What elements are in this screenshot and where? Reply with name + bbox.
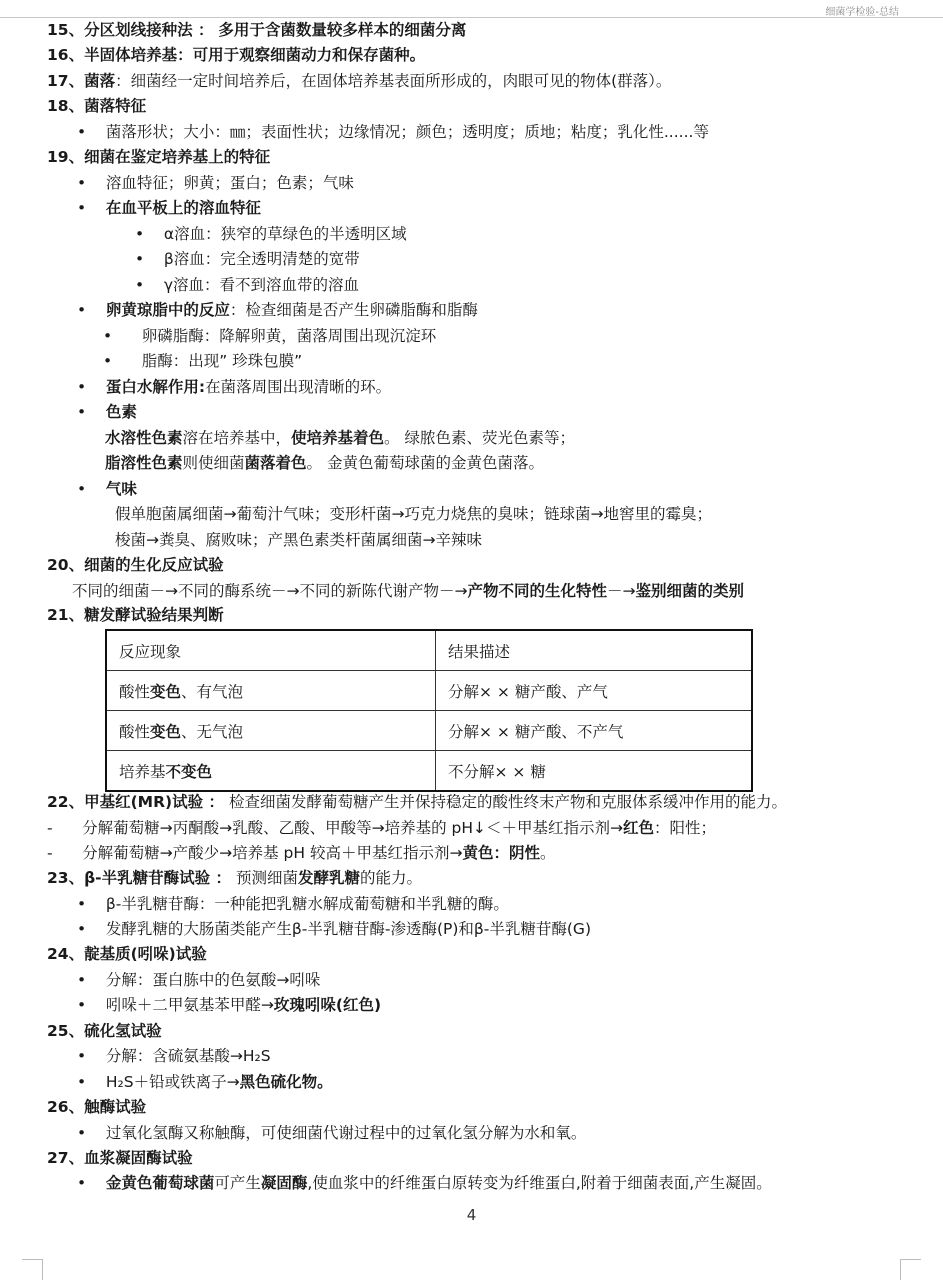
item-title: 菌落	[84, 72, 116, 90]
text: ：阳性；	[654, 819, 717, 837]
text: 不同的细菌－→不同的酶系统－→不同的新陈代谢产物－→	[72, 582, 468, 600]
item-22	[47, 791, 787, 813]
list-item	[135, 274, 359, 296]
list-item	[135, 248, 360, 270]
list-item	[77, 172, 354, 194]
item-title: 硫化氢试验	[84, 1022, 162, 1040]
item-title: 金黄色葡萄球菌	[105, 1174, 215, 1192]
table-header-row	[106, 630, 752, 671]
item-text: 分解：含硫氨基酸→H₂S	[105, 1047, 271, 1065]
text: 的能力。	[359, 869, 422, 887]
table-cell	[106, 671, 436, 711]
text-bold: 脂溶性色素	[105, 454, 183, 472]
bullet: •	[77, 920, 87, 938]
table-row	[106, 751, 752, 792]
text-bold: 黄色：阴性	[462, 844, 540, 862]
text: 溶在培养基中，	[182, 429, 292, 447]
list-item	[77, 969, 320, 991]
table-cell: 分解× × 糖产酸、不产气	[436, 711, 753, 751]
item-number: 18、	[47, 97, 85, 115]
item-number: 19、	[47, 148, 85, 166]
bullet: •	[77, 1047, 87, 1065]
item-number: 25、	[47, 1022, 85, 1040]
item-23	[47, 867, 422, 889]
item-20	[47, 554, 224, 576]
text-bold: 水溶性色素	[105, 429, 183, 447]
item-number: 27、	[47, 1149, 85, 1167]
bullet: •	[135, 276, 145, 294]
item-16	[47, 44, 425, 66]
list-item	[77, 918, 591, 940]
text-bold: 玫瑰吲哚(红色)	[273, 996, 382, 1014]
item-text: ：检查细菌是否产生卵磷脂酶和脂酶	[229, 301, 478, 319]
list-item	[77, 1172, 772, 1194]
item-number: 20、	[47, 556, 85, 574]
table-row	[106, 671, 752, 711]
list-item	[77, 1045, 271, 1067]
item-text: 预测细菌	[235, 869, 298, 887]
item-text: 过氧化氢酶又称触酶，可使细菌代谢过程中的过氧化氢分解为水和氧。	[105, 1124, 587, 1142]
page-header: 细菌学检验-总结	[825, 7, 899, 18]
list-item	[103, 325, 436, 347]
bullet: •	[77, 123, 87, 141]
text: 分解葡萄糖→产酸少→培养基 pH 较高＋甲基红指示剂→	[82, 844, 463, 862]
item-title: 在血平板上的溶血特征	[105, 199, 261, 217]
list-item	[77, 299, 478, 321]
text: 则使细菌	[182, 454, 245, 472]
bullet: •	[103, 327, 113, 345]
bullet: •	[77, 895, 87, 913]
item-18	[47, 95, 146, 117]
item-text: γ溶血：看不到溶血带的溶血	[163, 276, 360, 294]
item-number: 23、	[47, 869, 85, 887]
item-title: 靛基质(吲哚)试验	[84, 945, 207, 963]
dash: -	[47, 819, 53, 837]
biochem-flow	[72, 580, 744, 602]
item-number: 26、	[47, 1098, 85, 1116]
item-number: 15、	[47, 21, 85, 39]
table-cell	[106, 711, 436, 751]
bullet: •	[103, 352, 113, 370]
item-number: 24、	[47, 945, 85, 963]
text: 。 绿脓色素、荧光色素等；	[384, 429, 575, 447]
list-item	[77, 994, 381, 1016]
item-21	[47, 604, 224, 626]
bullet: •	[135, 225, 145, 243]
item-title: 气味	[105, 480, 137, 498]
item-title: 血浆凝固酶试验	[84, 1149, 193, 1167]
item-27	[47, 1147, 193, 1169]
item-text: 吲哚＋二甲氨基苯甲醛→	[105, 996, 274, 1014]
text-bold: 菌落着色	[244, 454, 307, 472]
list-item	[77, 1071, 333, 1093]
item-number: 22、	[47, 793, 85, 811]
item-text: 假单胞菌属细菌→葡萄汁气味；变形杆菌→巧克力烧焦的臭味；链球菌→地窖里的霉臭；	[115, 505, 712, 523]
item-title: 分区划线接种法 ：	[84, 21, 214, 39]
text-bold: 红色	[623, 819, 655, 837]
bullet: •	[77, 1073, 87, 1091]
item-title: 色素	[105, 403, 137, 421]
item-text: ：细菌经一定时间培养后，在固体培养基表面所形成的，肉眼可见的物体(群落）。	[115, 72, 672, 90]
item-text: β-半乳糖苷酶：一种能把乳糖水解成葡萄糖和半乳糖的酶。	[105, 895, 509, 913]
bullet: •	[77, 996, 87, 1014]
item-19	[47, 146, 270, 168]
odor-line	[115, 503, 712, 525]
item-17	[47, 70, 671, 92]
item-number: 21、	[47, 606, 85, 624]
pigment-line	[105, 427, 575, 449]
text-bold: 变色	[150, 682, 182, 701]
list-item	[77, 1122, 586, 1144]
item-text: 发酵乳糖的大肠菌类能产生β-半乳糖苷酶-渗透酶(P)和β-半乳糖苷酶(G)	[105, 920, 591, 938]
text: 、有气泡	[181, 682, 244, 701]
text-bold: 使培养基着色	[291, 429, 385, 447]
odor-line	[115, 529, 482, 551]
item-text: 菌落形状；大小：㎜；表面性状；边缘情况；颜色；透明度；质地；粘度；乳化性......等	[105, 123, 709, 141]
mr-line	[47, 842, 556, 864]
bullet: •	[77, 378, 87, 396]
bullet: •	[77, 1174, 87, 1192]
text-bold: 鉴别细菌的类别	[635, 582, 744, 600]
table-cell	[106, 751, 436, 792]
list-item	[77, 197, 261, 219]
item-title: 卵黄琼脂中的反应	[105, 301, 230, 319]
item-title: 菌落特征	[84, 97, 147, 115]
list-item	[77, 893, 509, 915]
item-number: 16、	[47, 46, 85, 64]
pigment-line	[105, 452, 544, 474]
list-item	[135, 223, 407, 245]
item-title: 细菌在鉴定培养基上的特征	[84, 148, 271, 166]
text-bold: 产物不同的生化特性	[467, 582, 607, 600]
item-15	[47, 19, 466, 41]
bullet: •	[77, 174, 87, 192]
item-text: α溶血：狭窄的草绿色的半透明区域	[163, 225, 407, 243]
item-title: 触酶试验	[84, 1098, 147, 1116]
table-row	[106, 711, 752, 751]
text: ,使血浆中的纤维蛋白原转变为纤维蛋白,附着于细菌表面,产生凝固。	[307, 1174, 772, 1192]
item-26	[47, 1096, 146, 1118]
item-text: 在菌落周围出现清晰的环。	[205, 378, 392, 396]
item-text: 多用于含菌数量较多样本的细菌分离	[218, 21, 467, 39]
item-text: 可产生	[214, 1174, 261, 1192]
text: －→	[606, 582, 636, 600]
item-text: 卵磷脂酶：降解卵黄，菌落周围出现沉淀环	[141, 327, 437, 345]
text-bold: 不变色	[165, 762, 213, 781]
text-bold: 变色	[150, 722, 182, 741]
item-text: 溶血特征；卵黄；蛋白；色素；气味	[105, 174, 354, 192]
table-cell: 不分解× × 糖	[436, 751, 753, 792]
item-text: 脂酶：出现” 珍珠包膜”	[141, 352, 303, 370]
list-item	[77, 376, 391, 398]
item-title: 糖发酵试验结果判断	[84, 606, 224, 624]
item-text: H₂S＋铅或铁离子→	[105, 1073, 240, 1091]
text-bold: 发酵乳糖	[297, 869, 360, 887]
item-text: 分解：蛋白胨中的色氨酸→吲哚	[105, 971, 321, 989]
bullet: •	[77, 403, 87, 421]
mr-line	[47, 817, 716, 839]
text: 酸性	[119, 682, 151, 701]
item-25	[47, 1020, 162, 1042]
header-rule	[0, 17, 943, 18]
list-item	[103, 350, 302, 372]
item-title: 细菌的生化反应试验	[84, 556, 224, 574]
list-item	[77, 121, 709, 143]
text: 培养基	[119, 762, 166, 781]
dash: -	[47, 844, 53, 862]
list-item	[77, 401, 137, 423]
item-text: 检查细菌发酵葡萄糖产生并保持稳定的酸性终末产物和克服体系缓冲作用的能力。	[228, 793, 787, 811]
text-bold: 凝固酶	[260, 1174, 308, 1192]
bullet: •	[77, 480, 87, 498]
item-24	[47, 943, 207, 965]
bullet: •	[77, 1124, 87, 1142]
item-title: β-半乳糖苷酶试验 ：	[84, 869, 232, 887]
item-title: 甲基红(MR)试验 ：	[84, 793, 225, 811]
text-bold: 黑色硫化物。	[239, 1073, 333, 1091]
item-text: 可用于观察细菌动力和保存菌种。	[192, 46, 426, 64]
list-item	[77, 478, 137, 500]
item-text: 梭菌→粪臭、腐败味；产黑色素类杆菌属细菌→辛辣味	[115, 531, 482, 549]
bullet: •	[135, 250, 145, 268]
table-cell: 分解× × 糖产酸、产气	[436, 671, 753, 711]
crop-mark-left	[22, 1259, 43, 1280]
item-text: β溶血：完全透明清楚的宽带	[163, 250, 360, 268]
text: 分解葡萄糖→丙酮酸→乳酸、乙酸、甲酸等→培养基的 pH↓＜＋甲基红指示剂→	[82, 819, 624, 837]
table-header-cell: 结果描述	[436, 630, 753, 671]
page-number: 4	[466, 1206, 477, 1224]
text: 酸性	[119, 722, 151, 741]
text: 。 金黄色葡萄球菌的金黄色菌落。	[306, 454, 544, 472]
bullet: •	[77, 971, 87, 989]
text: 、无气泡	[181, 722, 244, 741]
item-number: 17、	[47, 72, 85, 90]
bullet: •	[77, 199, 87, 217]
table-header-cell: 反应现象	[106, 630, 436, 671]
item-title: 蛋白水解作用:	[105, 378, 206, 396]
sugar-fermentation-table	[105, 629, 753, 792]
text: 。	[539, 844, 556, 862]
crop-mark-right	[900, 1259, 921, 1280]
bullet: •	[77, 301, 87, 319]
item-title: 半固体培养基：	[84, 46, 193, 64]
